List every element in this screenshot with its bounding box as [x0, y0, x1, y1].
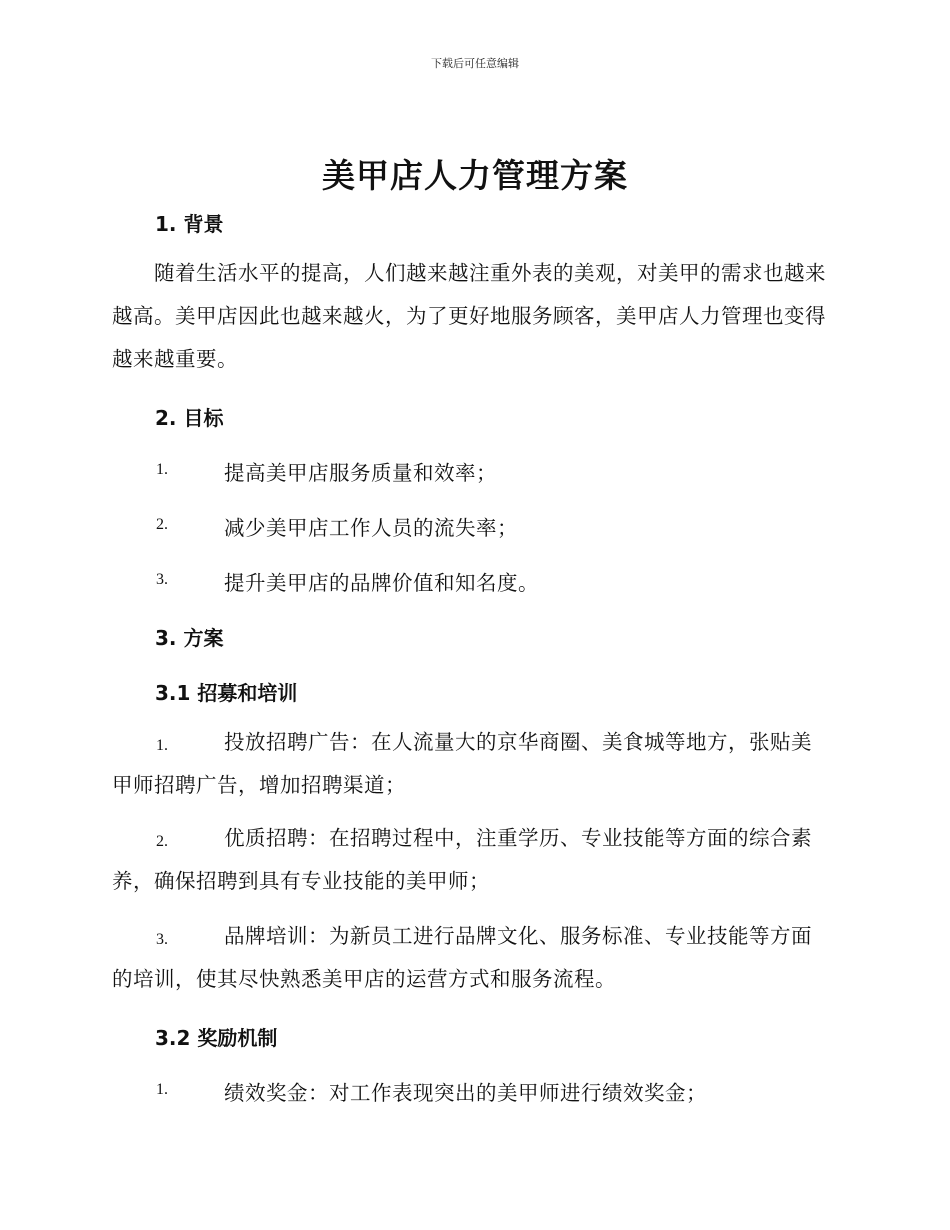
goal-item-number: 1. [156, 461, 168, 478]
goal-item-text: 减少美甲店工作人员的流失率； [224, 516, 518, 540]
recruit-item-text: 品牌培训：为新员工进行品牌文化、服务标准、专业技能等方面的培训，使其尽快熟悉美甲店的运营方式和服务流程。 [112, 924, 812, 991]
section-heading-goals: 2. 目标 [155, 406, 224, 430]
subsection-heading-reward: 3.2 奖励机制 [155, 1026, 278, 1050]
recruit-item-number: 2. [156, 833, 168, 850]
background-paragraph: 随着生活水平的提高，人们越来越注重外表的美观，对美甲的需求也越来越高。美甲店因此也越来越火，为了更好地服务顾客，美甲店人力管理也变得越来越重要。 [112, 261, 826, 371]
recruit-item-text: 优质招聘：在招聘过程中，注重学历、专业技能等方面的综合素养，确保招聘到具有专业技能的美甲师； [112, 826, 812, 893]
recruit-item-number: 1. [156, 737, 168, 754]
recruit-item-text: 投放招聘广告：在人流量大的京华商圈、美食城等地方，张贴美甲师招聘广告，增加招聘渠道； [112, 730, 812, 797]
goal-item-text: 提高美甲店服务质量和效率； [224, 461, 497, 485]
reward-item-number: 1. [156, 1081, 168, 1098]
section-heading-background: 1. 背景 [155, 212, 224, 236]
section-heading-plan: 3. 方案 [155, 626, 224, 650]
goal-item-number: 2. [156, 516, 168, 533]
page-header-note: 下载后可任意编辑 [431, 57, 519, 70]
document-title: 美甲店人力管理方案 [322, 156, 628, 195]
reward-item-text: 绩效奖金：对工作表现突出的美甲师进行绩效奖金； [224, 1081, 707, 1105]
goal-item-text: 提升美甲店的品牌价值和知名度。 [224, 571, 539, 595]
goal-item-number: 3. [156, 571, 168, 588]
recruit-item-number: 3. [156, 931, 168, 948]
subsection-heading-recruit: 3.1 招募和培训 [155, 681, 298, 705]
